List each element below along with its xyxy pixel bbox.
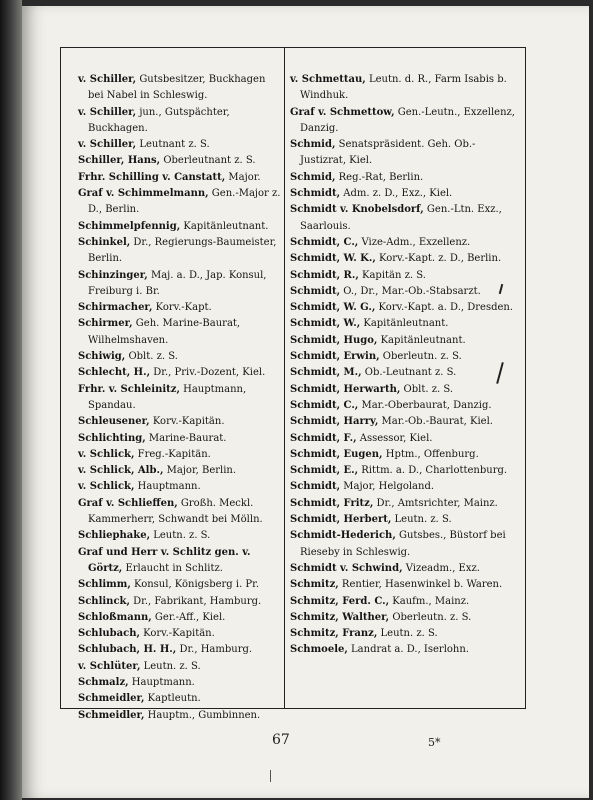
entry-name: Schmidt, C., bbox=[290, 236, 359, 248]
entry-details: Dr., Regierungs-Baumeister, Berlin. bbox=[88, 236, 277, 265]
entry-details: Senatspräsident. Geh. Ob.-Justizrat, Kiel. bbox=[300, 139, 476, 167]
entry-details: Oberleutn. z. S. bbox=[379, 351, 462, 363]
entry-name: Schlecht, H., bbox=[78, 367, 151, 379]
entry-name: v. Schlüter, bbox=[78, 660, 141, 672]
entry-details: Kapitänleutnant. bbox=[180, 220, 269, 232]
directory-entry bbox=[78, 610, 281, 626]
directory-entry bbox=[290, 594, 518, 610]
directory-entry bbox=[290, 398, 518, 414]
directory-entry bbox=[78, 300, 281, 316]
directory-entry bbox=[290, 528, 518, 561]
entry-name: v. Schiller, bbox=[78, 106, 137, 118]
entry-details: Mar.-Ob.-Baurat, Kiel. bbox=[378, 416, 493, 428]
entry-name: Schmidt, bbox=[290, 285, 341, 297]
directory-entry bbox=[78, 594, 281, 610]
directory-entry bbox=[290, 447, 518, 463]
directory-entry bbox=[290, 463, 518, 479]
entry-details: jun., Gutspächter, Buckhagen. bbox=[88, 106, 230, 134]
entry-details: Major, Berlin. bbox=[163, 465, 237, 477]
entry-name: Schmalz, bbox=[78, 676, 129, 688]
entry-details: Kapitänleutnant. bbox=[377, 334, 466, 346]
directory-entry bbox=[78, 316, 281, 349]
entry-details: Konsul, Königsberg i. Pr. bbox=[130, 579, 260, 591]
directory-entry bbox=[78, 137, 281, 153]
directory-entry bbox=[290, 496, 518, 512]
directory-entry bbox=[78, 659, 281, 675]
entry-name: Schleusener, bbox=[78, 416, 150, 428]
column-divider bbox=[284, 47, 285, 709]
entry-name: Schirmer, bbox=[78, 318, 133, 330]
directory-entry bbox=[78, 447, 281, 463]
entry-details: Leutnant z. S. bbox=[136, 139, 210, 151]
entry-name: Schmidt, bbox=[290, 481, 341, 493]
entry-name: Schmidt, Erwin, bbox=[290, 351, 380, 363]
directory-entry bbox=[78, 528, 281, 544]
entry-details: Landrat a. D., Iserlohn. bbox=[347, 644, 469, 656]
entry-details: Ob.-Leutnant z. S. bbox=[361, 367, 457, 379]
directory-entry bbox=[290, 414, 518, 430]
entry-name: Schmidt, W. G., bbox=[290, 302, 376, 314]
directory-entry bbox=[290, 202, 518, 235]
entry-details: Oblt. z. S. bbox=[400, 383, 453, 395]
entry-name: Schmidt, R., bbox=[290, 269, 359, 281]
entry-details: Assessor, Kiel. bbox=[356, 432, 433, 444]
entry-details: Kapitänleutnant. bbox=[360, 318, 449, 330]
entry-details: Erlaucht in Schlitz. bbox=[122, 562, 223, 574]
entry-details: Hauptmann. bbox=[134, 481, 201, 493]
entry-name: Schmidt v. Schwind, bbox=[290, 562, 403, 574]
left-column bbox=[78, 72, 281, 724]
entry-details: Kaufm., Mainz. bbox=[389, 595, 470, 607]
directory-entry bbox=[290, 251, 518, 267]
entry-details: Hauptmann, Spandau. bbox=[88, 383, 247, 411]
entry-details: O., Dr., Mar.-Ob.-Stabsarzt. bbox=[340, 285, 481, 297]
entry-details: Freg.-Kapitän. bbox=[134, 448, 211, 460]
entry-details: Leutn. d. R., Farm Isabis b. Windhuk. bbox=[300, 74, 507, 102]
entry-details: Maj. a. D., Jap. Konsul, Freiburg i. Br. bbox=[88, 269, 267, 297]
entry-name: Schmid, bbox=[290, 171, 336, 183]
directory-entry bbox=[290, 284, 518, 300]
entry-name: Schmidt, F., bbox=[290, 432, 357, 444]
directory-entry bbox=[78, 626, 281, 642]
entry-details: Geh. Marine-Baurat, Wilhelmshaven. bbox=[88, 318, 241, 346]
entry-name: Schiller, Hans, bbox=[78, 155, 161, 167]
directory-entry bbox=[290, 170, 518, 186]
entry-name: Schmitz, bbox=[290, 579, 339, 591]
entry-details: Dr., Priv.-Dozent, Kiel. bbox=[150, 367, 266, 379]
entry-name: Schmeidler, bbox=[78, 693, 145, 705]
directory-entry bbox=[78, 577, 281, 593]
directory-entry bbox=[290, 349, 518, 365]
entry-details: Gen.-Ltn. Exz., Saarlouis. bbox=[300, 204, 502, 232]
entry-details: Mar.-Oberbaurat, Danzig. bbox=[358, 399, 492, 411]
entry-name: Schimmelpfennig, bbox=[78, 220, 181, 232]
entry-details: Oberleutnant z. S. bbox=[160, 155, 256, 167]
entry-name: Schmidt-Hederich, bbox=[290, 530, 396, 542]
entry-name: Schmidt, Herbert, bbox=[290, 514, 392, 526]
right-column bbox=[290, 72, 518, 659]
directory-entry bbox=[78, 691, 281, 707]
directory-entry bbox=[78, 268, 281, 301]
entry-name: Schmidt, Harry, bbox=[290, 416, 379, 428]
entry-name: Schlichting, bbox=[78, 432, 146, 444]
directory-entry bbox=[290, 561, 518, 577]
entry-name: Schmidt, Herwarth, bbox=[290, 383, 401, 395]
entry-details: Gutsbes., Büstorf bei Rieseby in Schleswig. bbox=[300, 530, 506, 558]
directory-entry bbox=[290, 642, 518, 658]
entry-details: Kaptleutn. bbox=[144, 693, 201, 705]
entry-name: Schinkel, bbox=[78, 236, 131, 248]
entry-details: Korv.-Kapitän. bbox=[139, 628, 215, 640]
entry-name: Frhr. v. Schleinitz, bbox=[78, 383, 180, 395]
entry-name: Schlimm, bbox=[78, 579, 131, 591]
entry-name: Schmitz, Franz, bbox=[290, 628, 378, 640]
entry-details: Dr., Fabrikant, Hamburg. bbox=[129, 595, 262, 607]
signature-mark: 5* bbox=[428, 736, 441, 749]
entry-details: Marine-Baurat. bbox=[145, 432, 227, 444]
entry-name: Schmidt, W., bbox=[290, 318, 361, 330]
entry-details: Hptm., Offenburg. bbox=[382, 448, 479, 460]
directory-entry bbox=[290, 186, 518, 202]
directory-entry bbox=[78, 382, 281, 415]
directory-entry bbox=[78, 496, 281, 529]
entry-details: Leutn. z. S. bbox=[391, 514, 452, 526]
entry-name: Graf v. Schlieffen, bbox=[78, 497, 178, 509]
entry-name: v. Schiller, bbox=[78, 139, 137, 151]
entry-name: Schirmacher, bbox=[78, 302, 153, 314]
entry-details: Gen.-Leutn., Exzellenz, Danzig. bbox=[300, 106, 515, 134]
entry-name: Schmidt v. Knobelsdorf, bbox=[290, 204, 424, 216]
directory-entry bbox=[290, 105, 518, 138]
entry-name: Schlubach, H. H., bbox=[78, 644, 177, 656]
entry-details: Hauptm., Gumbinnen. bbox=[144, 709, 261, 721]
directory-entry bbox=[78, 545, 281, 578]
entry-name: Schmidt, M., bbox=[290, 367, 362, 379]
directory-entry bbox=[290, 610, 518, 626]
entry-details: Großh. Meckl. Kammerherr, Schwandt bei Mölln. bbox=[88, 497, 263, 526]
directory-entry bbox=[78, 153, 281, 169]
entry-details: Oblt. z. S. bbox=[125, 351, 178, 363]
entry-name: Schmitz, Ferd. C., bbox=[290, 595, 390, 607]
directory-entry bbox=[78, 105, 281, 138]
entry-details: Leutn. z. S. bbox=[377, 628, 438, 640]
page-number: 67 bbox=[272, 732, 290, 748]
entry-name: Schmoele, bbox=[290, 644, 348, 656]
directory-entry bbox=[78, 365, 281, 381]
directory-entry bbox=[78, 708, 281, 724]
entry-name: Schinzinger, bbox=[78, 269, 148, 281]
entry-name: Schmid, bbox=[290, 139, 336, 151]
directory-entry bbox=[290, 137, 518, 170]
entry-details: Leutn. z. S. bbox=[140, 660, 201, 672]
entry-details: Gutsbesitzer, Buckhagen bei Nabel in Schleswig. bbox=[88, 74, 266, 102]
directory-entry bbox=[290, 72, 518, 105]
directory-entry bbox=[290, 479, 518, 495]
entry-details: Rittm. a. D., Charlottenburg. bbox=[358, 465, 508, 477]
entry-name: Schmidt, C., bbox=[290, 399, 359, 411]
entry-name: Schloßmann, bbox=[78, 611, 152, 623]
directory-entry bbox=[290, 512, 518, 528]
entry-details: Adm. z. D., Exz., Kiel. bbox=[340, 188, 453, 200]
directory-entry bbox=[290, 333, 518, 349]
entry-name: Schmidt, Eugen, bbox=[290, 448, 383, 460]
directory-entry bbox=[78, 431, 281, 447]
directory-entry bbox=[78, 479, 281, 495]
entry-details: Gen.-Major z. D., Berlin. bbox=[88, 188, 281, 216]
entry-name: Schlinck, bbox=[78, 595, 130, 607]
entry-details: Major. bbox=[225, 171, 261, 183]
entry-details: Hauptmann. bbox=[128, 676, 195, 688]
directory-entry bbox=[78, 642, 281, 658]
entry-details: Oberleutn. z. S. bbox=[389, 611, 472, 623]
directory-entry bbox=[78, 170, 281, 186]
entry-details: Vize-Adm., Exzellenz. bbox=[358, 236, 471, 248]
directory-entry bbox=[78, 186, 281, 219]
entry-details: Dr., Amtsrichter, Mainz. bbox=[373, 497, 498, 509]
entry-details: Kapitän z. S. bbox=[358, 269, 426, 281]
entry-name: Graf v. Schimmelmann, bbox=[78, 188, 209, 200]
entry-name: Schliephake, bbox=[78, 530, 151, 542]
entry-name: Schmidt, E., bbox=[290, 465, 359, 477]
entry-name: Schmidt, Fritz, bbox=[290, 497, 374, 509]
directory-entry bbox=[78, 219, 281, 235]
directory-entry bbox=[78, 235, 281, 268]
entry-details: Korv.-Kapt. z. D., Berlin. bbox=[375, 253, 502, 265]
entry-name: Schiwig, bbox=[78, 351, 126, 363]
directory-entry bbox=[290, 577, 518, 593]
directory-entry bbox=[290, 626, 518, 642]
directory-entry bbox=[78, 463, 281, 479]
directory-entry bbox=[290, 268, 518, 284]
directory-entry bbox=[290, 300, 518, 316]
directory-entry bbox=[290, 235, 518, 251]
entry-name: Graf v. Schmettow, bbox=[290, 106, 395, 118]
entry-name: Schmidt, Hugo, bbox=[290, 334, 378, 346]
entry-details: Korv.-Kapt. a. D., Dresden. bbox=[375, 302, 514, 314]
entry-name: v. Schlick, bbox=[78, 448, 135, 460]
entry-details: Ger.-Aff., Kiel. bbox=[151, 611, 226, 623]
entry-details: Korv.-Kapt. bbox=[152, 302, 212, 314]
directory-entry bbox=[290, 382, 518, 398]
entry-name: Schmidt, bbox=[290, 188, 341, 200]
bottom-tick bbox=[270, 770, 271, 782]
directory-entry bbox=[78, 675, 281, 691]
entry-details: Reg.-Rat, Berlin. bbox=[335, 171, 424, 183]
entry-name: v. Schlick, bbox=[78, 481, 135, 493]
entry-name: Schmitz, Walther, bbox=[290, 611, 390, 623]
directory-entry bbox=[290, 365, 518, 381]
entry-name: Graf und Herr v. Schlitz gen. v. Görtz, bbox=[78, 546, 251, 574]
directory-entry bbox=[290, 316, 518, 332]
directory-entry bbox=[78, 72, 281, 105]
entry-details: Korv.-Kapitän. bbox=[149, 416, 225, 428]
directory-entry bbox=[78, 414, 281, 430]
entry-name: Frhr. Schilling v. Canstatt, bbox=[78, 171, 226, 183]
entry-name: Schmeidler, bbox=[78, 709, 145, 721]
entry-name: Schlubach, bbox=[78, 628, 140, 640]
directory-entry bbox=[290, 431, 518, 447]
entry-details: Major, Helgoland. bbox=[340, 481, 435, 493]
directory-entry bbox=[78, 349, 281, 365]
book-gutter bbox=[0, 0, 22, 800]
entry-name: v. Schlick, Alb., bbox=[78, 465, 164, 477]
entry-details: Dr., Hamburg. bbox=[176, 644, 253, 656]
entry-name: v. Schmettau, bbox=[290, 74, 366, 85]
entry-details: Vizeadm., Exz. bbox=[402, 562, 480, 574]
entry-details: Rentier, Hasenwinkel b. Waren. bbox=[338, 579, 503, 591]
entry-name: Schmidt, W. K., bbox=[290, 253, 376, 265]
entry-name: v. Schiller, bbox=[78, 74, 137, 85]
entry-details: Leutn. z. S. bbox=[150, 530, 211, 542]
